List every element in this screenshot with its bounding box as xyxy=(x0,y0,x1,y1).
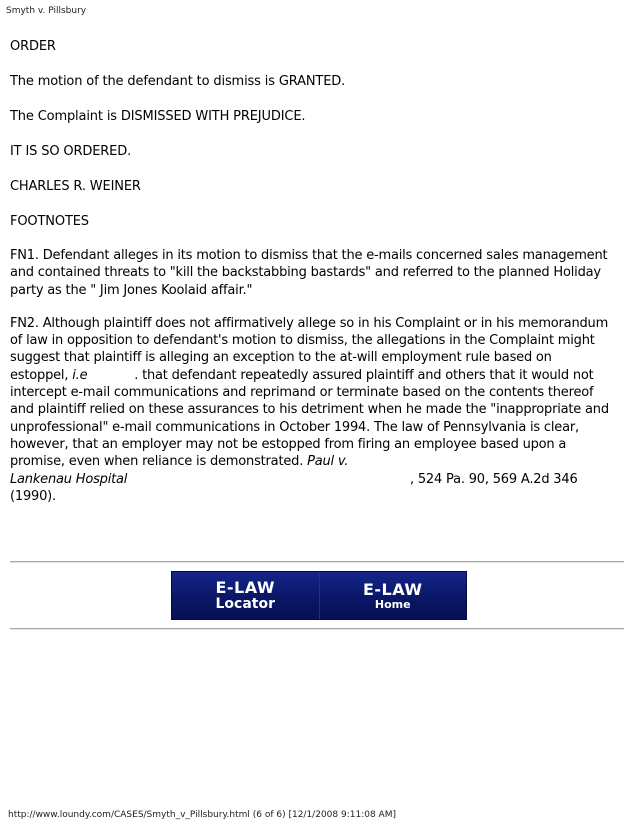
footnotes-heading: FOOTNOTES xyxy=(10,214,89,229)
fn2-line: (1990). xyxy=(10,488,56,504)
fn2-line: and plaintiff relied on these assurances to his detriment when he made the "inappropriate and xyxy=(10,402,609,418)
top-divider xyxy=(10,561,624,563)
elaw-home-button[interactable] xyxy=(319,572,467,619)
document-body xyxy=(10,38,622,505)
home-subtitle: Home xyxy=(374,597,411,611)
fn2-line: however, that an employer may not be estopped from firing an employee based upon a xyxy=(10,436,567,452)
fn1-line: FN1. Defendant alleges in its motion to dismiss that the e-mails concerned sales management xyxy=(10,248,608,263)
fn2-line: intercept e-mail communications and reprimand or terminate based on the contents thereof xyxy=(10,385,594,401)
footnote-1 xyxy=(10,247,622,299)
page-footer-url: http://www.loundy.com/CASES/Smyth_v_Pillsbury.html (6 of 6) [12/1/2008 9:11:08 AM] xyxy=(8,810,396,820)
fn1-line: party as the " Jim Jones Koolaid affair." xyxy=(10,282,253,298)
case-citation-hospital: Lankenau Hospital xyxy=(10,471,128,487)
case-citation-name: Paul v. xyxy=(307,454,349,470)
case-citation-reporter: , 524 Pa. 90, 569 A.2d 346 xyxy=(410,471,578,487)
home-title: E-LAW xyxy=(362,579,423,599)
fn2-line: FN2. Although plaintiff does not affirmatively allege so in his Complaint or in his memorandum xyxy=(10,315,609,331)
elaw-locator-button[interactable] xyxy=(172,572,319,619)
elaw-banner xyxy=(171,571,467,620)
fn2-estoppel-text: estoppel, xyxy=(10,367,69,383)
running-header: Smyth v. Pillsbury xyxy=(6,6,87,16)
fn2-promise-text: promise, even when reliance is demonstrated. xyxy=(10,454,304,470)
order-heading: ORDER xyxy=(10,39,56,54)
fn2-line-rest: . that defendant repeatedly assured plaintiff and others that it would not xyxy=(134,367,594,383)
fn2-line xyxy=(10,367,622,384)
bottom-divider xyxy=(10,628,624,630)
fn2-line: suggest that plaintiff is alleging an exception to the at-will employment rule based on xyxy=(10,350,552,366)
footnote-2 xyxy=(10,315,622,505)
fn2-line: unprofessional" e-mail communications in October 1994. The law of Pennsylvania is clear, xyxy=(10,419,579,435)
judge-name: CHARLES R. WEINER xyxy=(10,179,141,194)
fn2-line xyxy=(10,453,622,470)
complaint-dismissed-text: The Complaint is DISMISSED WITH PREJUDICE. xyxy=(10,109,306,124)
so-ordered-text: IT IS SO ORDERED. xyxy=(10,144,132,159)
fn1-line: and contained threats to "kill the backstabbing bastards" and referred to the planned Holiday xyxy=(10,265,601,281)
locator-title: E-LAW xyxy=(215,578,276,597)
ie-abbreviation: i.e xyxy=(72,367,88,383)
fn2-line: of law in opposition to defendant's motion to dismiss, the allegations in the Complaint might xyxy=(10,333,595,349)
fn2-line xyxy=(10,471,622,488)
locator-subtitle: Locator xyxy=(215,596,275,612)
motion-granted-text: The motion of the defendant to dismiss is GRANTED. xyxy=(10,74,346,89)
